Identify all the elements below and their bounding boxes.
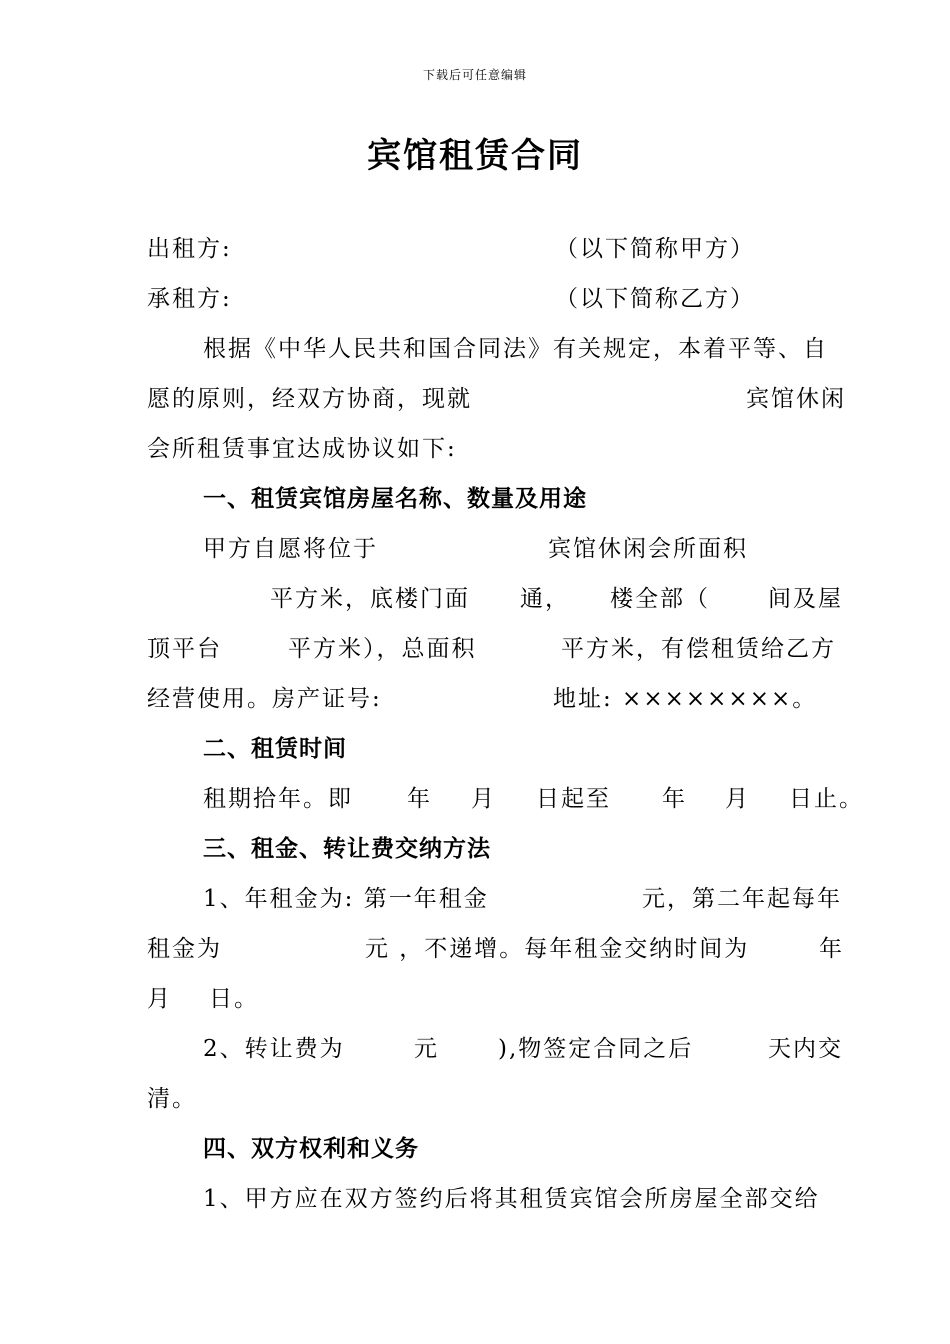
clause-line: 元 [414, 1036, 439, 1062]
section-heading: 二、租赁时间 [203, 736, 347, 762]
clause-line: 间及屋 [768, 586, 843, 612]
clause-line: 平方米，有偿租赁给乙方 [561, 636, 836, 662]
header-note: 下载后可任意编辑 [422, 68, 527, 82]
clause-line: 平方米，底楼门面 [270, 586, 470, 612]
intro-line: 宾馆休闲 [746, 386, 846, 412]
page-title: 宾馆租赁合同 [367, 136, 583, 176]
lessee-note: （以下简称乙方） [555, 286, 755, 312]
section-heading: 一、租赁宾馆房屋名称、数量及用途 [203, 486, 587, 512]
clause-line: ),物签定合同之后 [498, 1036, 694, 1062]
clause-line: 月 [725, 786, 750, 812]
intro-line: 会所租赁事宜达成协议如下: [147, 436, 457, 462]
clause-line: 经营使用。房产证号: [147, 686, 382, 712]
clause-line: 宾馆休闲会所面积 [548, 536, 748, 562]
clause-line: 月 [147, 986, 172, 1012]
clause-line: 顶平台 [147, 636, 222, 662]
intro-line: 根据《中华人民共和国合同法》有关规定，本着平等、自 [203, 336, 828, 362]
clause-line: 日起至 [536, 786, 611, 812]
section-heading: 四、双方权利和义务 [203, 1136, 419, 1162]
clause-line: 日止。 [789, 786, 864, 812]
clause-line: 元，第二年起每年 [642, 886, 842, 912]
clause-line: 楼全部（ [610, 586, 710, 612]
intro-line: 愿的原则，经双方协商，现就 [147, 386, 472, 412]
lessee-label: 承租方: [147, 286, 232, 312]
clause-line: 地址: ××××××××。 [553, 686, 818, 712]
clause-line: 日。 [209, 986, 259, 1012]
clause-line: 通， [520, 586, 570, 612]
clause-line: 月 [471, 786, 496, 812]
clause-line: 租金为 [147, 936, 222, 962]
clause-line: 元 ，不递增。每年租金交纳时间为 [365, 936, 750, 962]
clause-line: 租期拾年。即 [203, 786, 353, 812]
section-heading: 三、租金、转让费交纳方法 [203, 836, 491, 862]
clause-line: 甲方自愿将位于 [203, 536, 378, 562]
clause-line: 年 [819, 936, 844, 962]
clause-line: 1、年租金为: 第一年租金 [203, 886, 489, 912]
clause-line: 清。 [147, 1086, 197, 1112]
clause-line: 年 [407, 786, 432, 812]
clause-line: 2、转让费为 [203, 1036, 345, 1062]
lessor-label: 出租方: [147, 236, 232, 262]
clause-line: 天内交 [768, 1036, 843, 1062]
clause-line: 年 [662, 786, 687, 812]
clause-line: 平方米），总面积 [288, 636, 477, 662]
lessor-note: （以下简称甲方） [555, 236, 755, 262]
clause-line: 1、甲方应在双方签约后将其租赁宾馆会所房屋全部交给 [203, 1186, 820, 1212]
